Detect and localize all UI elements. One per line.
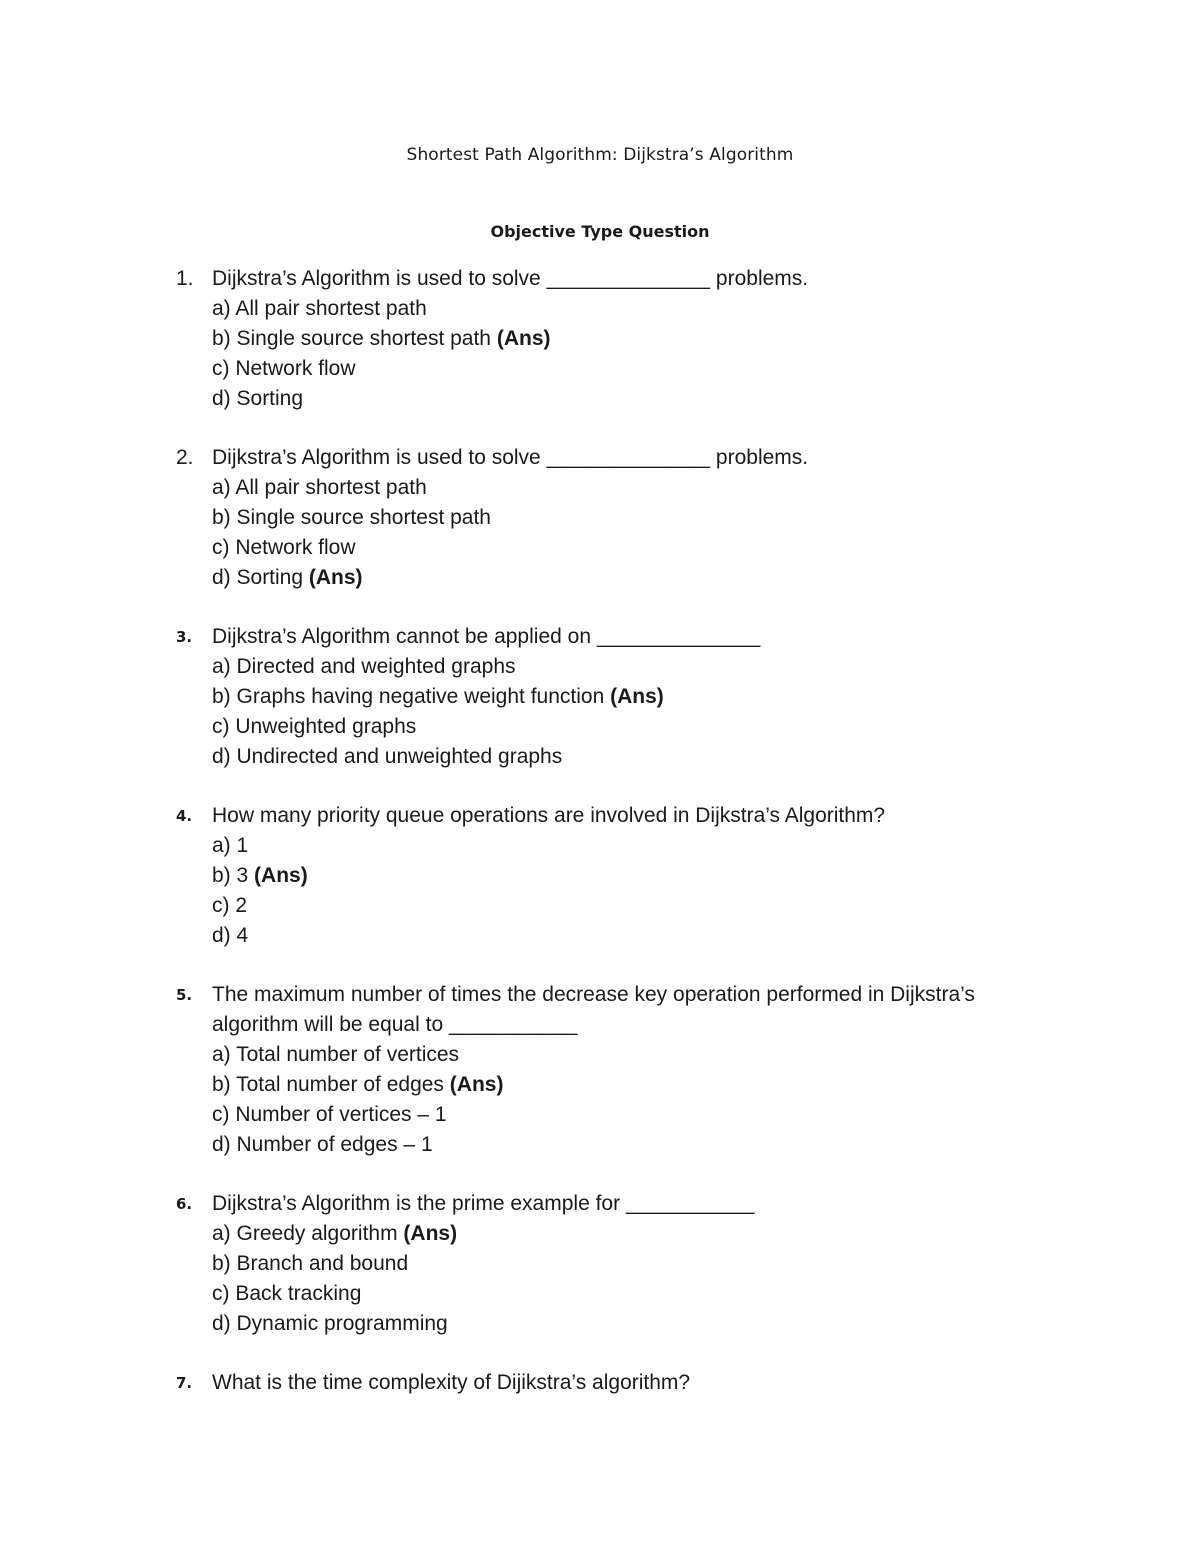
option-text: d) Sorting — [212, 566, 304, 589]
correct-answer-marker: (Ans) — [449, 1073, 504, 1096]
answer-option — [212, 1130, 1200, 1160]
correct-answer-marker: (Ans) — [254, 864, 308, 887]
answer-option — [212, 682, 1200, 712]
option-text: b) Branch and bound — [212, 1252, 409, 1275]
answer-option — [212, 921, 1200, 951]
option-text: a) 1 — [212, 834, 249, 857]
question-item — [0, 1368, 1200, 1398]
answer-option — [212, 1279, 1200, 1309]
option-text: a) Greedy algorithm — [212, 1222, 398, 1245]
option-text: d) Dynamic programming — [212, 1312, 448, 1335]
section-heading: Objective Type Question — [490, 222, 710, 241]
question-number: 4. — [176, 807, 193, 825]
answer-option — [212, 891, 1200, 921]
option-text: c) Unweighted graphs — [212, 715, 417, 738]
correct-answer-marker: (Ans) — [403, 1222, 458, 1245]
option-text: b) 3 — [212, 864, 249, 887]
question-number: 5. — [176, 986, 193, 1004]
correct-answer-marker: (Ans) — [496, 327, 551, 350]
answer-option — [212, 563, 1200, 593]
question-text: How many priority queue operations are involved in Dijkstra’s Algorithm? — [212, 804, 886, 827]
question-text: Dijkstra’s Algorithm is the prime example for ___________ — [212, 1192, 755, 1215]
option-text: b) Graphs having negative weight function — [212, 685, 605, 708]
question-number: 7. — [176, 1374, 193, 1392]
answer-option — [212, 324, 1200, 354]
answer-option — [212, 712, 1200, 742]
option-text: c) Number of vertices – 1 — [212, 1103, 447, 1126]
answer-option — [212, 652, 1200, 682]
option-text: a) All pair shortest path — [212, 476, 427, 499]
answer-option — [212, 742, 1200, 772]
answer-option — [212, 1100, 1200, 1130]
option-text: b) Single source shortest path — [212, 327, 491, 350]
option-text: a) Total number of vertices — [212, 1043, 460, 1066]
question-item — [0, 801, 1200, 951]
question-item — [0, 264, 1200, 414]
question-text: Dijkstra’s Algorithm cannot be applied on ______________ — [212, 625, 761, 648]
question-number: 6. — [176, 1195, 193, 1213]
question-list — [0, 264, 1200, 1427]
option-text: d) 4 — [212, 924, 249, 947]
answer-option — [212, 503, 1200, 533]
answer-option — [212, 1040, 1200, 1070]
option-text: b) Total number of edges — [212, 1073, 444, 1096]
answer-option — [212, 1249, 1200, 1279]
answer-option — [212, 1070, 1200, 1100]
question-text: What is the time complexity of Dijikstra’s algorithm? — [212, 1371, 691, 1394]
answer-option — [212, 831, 1200, 861]
answer-option — [212, 473, 1200, 503]
answer-option — [212, 354, 1200, 384]
option-text: d) Undirected and unweighted graphs — [212, 745, 563, 768]
option-text: b) Single source shortest path — [212, 506, 491, 529]
question-item — [0, 622, 1200, 772]
option-text: a) All pair shortest path — [212, 297, 427, 320]
answer-option — [212, 533, 1200, 563]
question-item — [0, 1189, 1200, 1339]
option-text: d) Number of edges – 1 — [212, 1133, 433, 1156]
answer-option — [212, 294, 1200, 324]
option-text: c) 2 — [212, 894, 248, 917]
question-number: 3. — [176, 628, 193, 646]
option-text: a) Directed and weighted graphs — [212, 655, 516, 678]
page-title: Shortest Path Algorithm: Dijkstra’s Algorithm — [406, 145, 794, 165]
answer-option — [212, 1219, 1200, 1249]
question-text: Dijkstra’s Algorithm is used to solve ______________ problems. — [212, 446, 809, 469]
option-text: c) Network flow — [212, 536, 356, 559]
question-item — [0, 980, 1200, 1160]
answer-option — [212, 384, 1200, 414]
option-text: c) Back tracking — [212, 1282, 362, 1305]
answer-option — [212, 1309, 1200, 1339]
correct-answer-marker: (Ans) — [610, 685, 664, 708]
option-text: d) Sorting — [212, 387, 304, 410]
answer-option — [212, 861, 1200, 891]
question-text: The maximum number of times the decrease key operation performed in Dijkstra’s algorithm will be equal to ___________ — [212, 983, 975, 1036]
option-text: c) Network flow — [212, 357, 356, 380]
question-number: 1. — [176, 267, 194, 290]
question-item — [0, 443, 1200, 593]
question-number: 2. — [176, 446, 194, 469]
question-text: Dijkstra’s Algorithm is used to solve ______________ problems. — [212, 267, 809, 290]
correct-answer-marker: (Ans) — [308, 566, 363, 589]
